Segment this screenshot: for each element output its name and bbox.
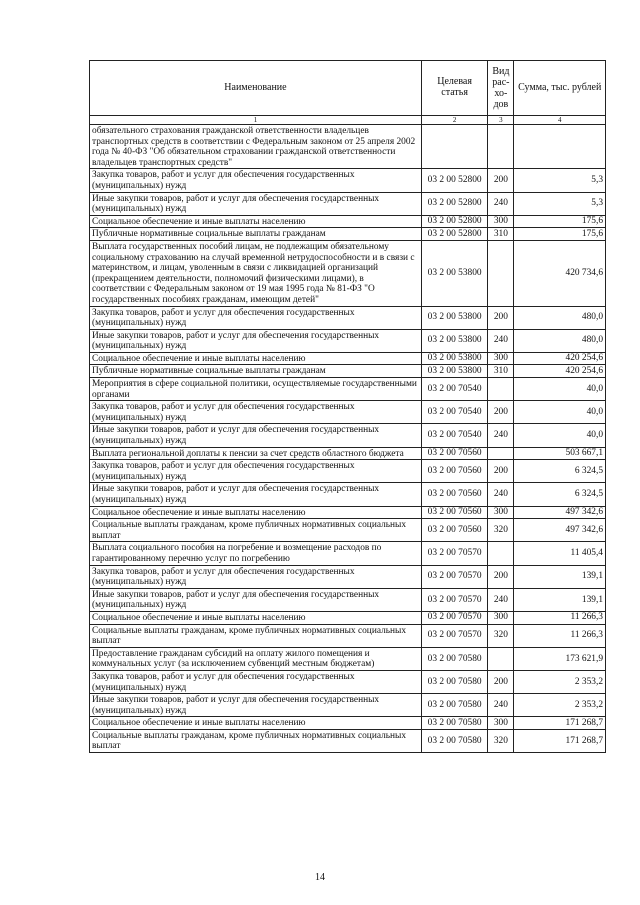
column-number: 3 xyxy=(488,116,514,125)
budget-table xyxy=(89,60,606,753)
column-number: 2 xyxy=(421,116,487,125)
row-sum: 175,6 xyxy=(514,215,606,228)
row-vid: 300 xyxy=(488,352,514,365)
row-sum: 139,1 xyxy=(514,588,606,611)
row-sum: 11 266,3 xyxy=(514,611,606,624)
row-code: 03 2 00 70580 xyxy=(421,647,487,670)
table-row xyxy=(90,483,606,506)
row-code: 03 2 00 70560 xyxy=(421,447,487,460)
row-code: 03 2 00 53800 xyxy=(421,329,487,352)
table-row xyxy=(90,460,606,483)
row-sum: 171 268,7 xyxy=(514,729,606,752)
row-name: Иные закупки товаров, работ и услуг для обеспечения государственных (муниципальных) нужд xyxy=(90,588,422,611)
row-vid: 310 xyxy=(488,365,514,378)
row-name: Социальное обеспечение и иные выплаты населению xyxy=(90,717,422,730)
row-code: 03 2 00 70580 xyxy=(421,729,487,752)
header-vid-line: хо- xyxy=(494,88,508,99)
row-code: 03 2 00 52800 xyxy=(421,215,487,228)
table-body xyxy=(90,125,606,753)
table-row xyxy=(90,519,606,542)
table-row xyxy=(90,306,606,329)
row-sum: 6 324,5 xyxy=(514,483,606,506)
table-row xyxy=(90,228,606,241)
table-row xyxy=(90,647,606,670)
row-code: 03 2 00 52800 xyxy=(421,228,487,241)
row-vid: 320 xyxy=(488,519,514,542)
row-code: 03 2 00 70560 xyxy=(421,506,487,519)
row-name: Иные закупки товаров, работ и услуг для обеспечения государственных (муниципальных) нужд xyxy=(90,694,422,717)
row-vid: 240 xyxy=(488,483,514,506)
row-sum: 11 405,4 xyxy=(514,542,606,565)
row-name: Закупка товаров, работ и услуг для обеспечения государственных (муниципальных) нужд xyxy=(90,670,422,693)
row-sum: 5,3 xyxy=(514,169,606,192)
column-number: 4 xyxy=(514,116,606,125)
row-vid: 200 xyxy=(488,565,514,588)
header-sum: Сумма, тыс. рублей xyxy=(514,61,606,116)
row-sum: 497 342,6 xyxy=(514,519,606,542)
page-number: 14 xyxy=(315,872,325,883)
row-name: Социальное обеспечение и иные выплаты населению xyxy=(90,611,422,624)
table-row xyxy=(90,215,606,228)
table-row xyxy=(90,694,606,717)
row-name: Социальные выплаты гражданам, кроме публичных нормативных социальных выплат xyxy=(90,519,422,542)
row-name: Иные закупки товаров, работ и услуг для обеспечения государственных (муниципальных) нужд xyxy=(90,424,422,447)
row-code: 03 2 00 52800 xyxy=(421,192,487,215)
row-name: Закупка товаров, работ и услуг для обеспечения государственных (муниципальных) нужд xyxy=(90,169,422,192)
table-row xyxy=(90,329,606,352)
row-vid xyxy=(488,240,514,306)
row-sum: 175,6 xyxy=(514,228,606,241)
row-vid: 200 xyxy=(488,401,514,424)
table-row xyxy=(90,192,606,215)
row-vid xyxy=(488,542,514,565)
row-code: 03 2 00 70580 xyxy=(421,717,487,730)
row-name: Выплата региональной доплаты к пенсии за счет средств областного бюджета xyxy=(90,447,422,460)
row-vid: 300 xyxy=(488,506,514,519)
table-row xyxy=(90,125,606,169)
row-vid: 240 xyxy=(488,694,514,717)
header-vid xyxy=(488,61,514,116)
row-vid: 200 xyxy=(488,169,514,192)
row-sum: 420 254,6 xyxy=(514,365,606,378)
row-code: 03 2 00 70570 xyxy=(421,624,487,647)
row-sum: 2 353,2 xyxy=(514,670,606,693)
table-row xyxy=(90,240,606,306)
row-vid: 240 xyxy=(488,424,514,447)
row-vid xyxy=(488,647,514,670)
row-name: Социальное обеспечение и иные выплаты населению xyxy=(90,352,422,365)
table-row xyxy=(90,169,606,192)
table-row xyxy=(90,670,606,693)
header-vid-line: дов xyxy=(493,99,509,110)
row-code: 03 2 00 70540 xyxy=(421,378,487,401)
row-name: Публичные нормативные социальные выплаты гражданам xyxy=(90,365,422,378)
row-name: Выплата государственных пособий лицам, не подлежащим обязательному социальному страхованию на случай временной нетрудоспособности и в связи с материнством, и лицам, уволенным в связи с ликвидацией организаций (прекращением деятельности, полномочий физическими лицами), в соответствии с Федеральным законом от 19 мая 1995 года № 81-ФЗ "О государственных пособиях гражданам, имеющим детей" xyxy=(90,240,422,306)
row-sum: 497 342,6 xyxy=(514,506,606,519)
row-code: 03 2 00 70570 xyxy=(421,611,487,624)
row-code: 03 2 00 70560 xyxy=(421,483,487,506)
row-name: Иные закупки товаров, работ и услуг для обеспечения государственных (муниципальных) нужд xyxy=(90,329,422,352)
row-vid xyxy=(488,447,514,460)
table-row xyxy=(90,565,606,588)
table-row xyxy=(90,378,606,401)
column-number-row xyxy=(90,116,606,125)
row-name: обязательного страхования гражданской ответственности владельцев транспортных средств в соответствии с Федеральным законом от 25 апреля 2002 года № 40-ФЗ "Об обязательном страховании гражданской ответственности владельцев транспортных средств" xyxy=(90,125,422,169)
row-code: 03 2 00 70540 xyxy=(421,424,487,447)
table-header-row xyxy=(90,61,606,116)
row-name: Предоставление гражданам субсидий на оплату жилого помещения и коммунальных услуг (за исключением субвенций местным бюджетам) xyxy=(90,647,422,670)
row-name: Закупка товаров, работ и услуг для обеспечения государственных (муниципальных) нужд xyxy=(90,401,422,424)
row-vid: 240 xyxy=(488,588,514,611)
header-vid-line: рас- xyxy=(492,77,510,88)
row-name: Социальное обеспечение и иные выплаты населению xyxy=(90,506,422,519)
row-vid: 300 xyxy=(488,215,514,228)
row-code: 03 2 00 70580 xyxy=(421,670,487,693)
row-sum: 173 621,9 xyxy=(514,647,606,670)
row-sum: 420 734,6 xyxy=(514,240,606,306)
row-sum: 11 266,3 xyxy=(514,624,606,647)
row-sum: 40,0 xyxy=(514,401,606,424)
row-sum: 480,0 xyxy=(514,306,606,329)
row-vid: 200 xyxy=(488,670,514,693)
row-code: 03 2 00 70570 xyxy=(421,588,487,611)
table-row xyxy=(90,401,606,424)
row-vid: 320 xyxy=(488,624,514,647)
row-name: Иные закупки товаров, работ и услуг для обеспечения государственных (муниципальных) нужд xyxy=(90,192,422,215)
row-vid: 240 xyxy=(488,192,514,215)
table-row xyxy=(90,447,606,460)
table-row xyxy=(90,611,606,624)
row-vid xyxy=(488,125,514,169)
table-row xyxy=(90,352,606,365)
table-row xyxy=(90,624,606,647)
row-sum: 503 667,1 xyxy=(514,447,606,460)
row-sum: 5,3 xyxy=(514,192,606,215)
header-code: Целевая статья xyxy=(421,61,487,116)
row-name: Закупка товаров, работ и услуг для обеспечения государственных (муниципальных) нужд xyxy=(90,565,422,588)
row-name: Социальные выплаты гражданам, кроме публичных нормативных социальных выплат xyxy=(90,729,422,752)
row-code: 03 2 00 53800 xyxy=(421,240,487,306)
table-row xyxy=(90,424,606,447)
row-name: Социальное обеспечение и иные выплаты населению xyxy=(90,215,422,228)
row-code: 03 2 00 70580 xyxy=(421,694,487,717)
row-vid: 320 xyxy=(488,729,514,752)
row-code: 03 2 00 53800 xyxy=(421,352,487,365)
row-vid: 300 xyxy=(488,717,514,730)
row-sum: 2 353,2 xyxy=(514,694,606,717)
header-vid-line: Вид xyxy=(492,66,510,77)
row-code: 03 2 00 70570 xyxy=(421,542,487,565)
row-sum: 6 324,5 xyxy=(514,460,606,483)
row-name: Выплата социального пособия на погребение и возмещение расходов по гарантированному перечню услуг по погребению xyxy=(90,542,422,565)
row-sum: 139,1 xyxy=(514,565,606,588)
column-number: 1 xyxy=(90,116,422,125)
row-sum xyxy=(514,125,606,169)
table-row xyxy=(90,729,606,752)
row-sum: 40,0 xyxy=(514,378,606,401)
row-name: Закупка товаров, работ и услуг для обеспечения государственных (муниципальных) нужд xyxy=(90,306,422,329)
row-code: 03 2 00 53800 xyxy=(421,306,487,329)
row-name: Социальные выплаты гражданам, кроме публичных нормативных социальных выплат xyxy=(90,624,422,647)
table-row xyxy=(90,717,606,730)
row-vid: 310 xyxy=(488,228,514,241)
table-row xyxy=(90,542,606,565)
row-name: Иные закупки товаров, работ и услуг для обеспечения государственных (муниципальных) нужд xyxy=(90,483,422,506)
table-row xyxy=(90,588,606,611)
row-name: Публичные нормативные социальные выплаты гражданам xyxy=(90,228,422,241)
row-name: Закупка товаров, работ и услуг для обеспечения государственных (муниципальных) нужд xyxy=(90,460,422,483)
row-code: 03 2 00 70540 xyxy=(421,401,487,424)
table-row xyxy=(90,365,606,378)
row-vid: 200 xyxy=(488,460,514,483)
row-vid xyxy=(488,378,514,401)
table-row xyxy=(90,506,606,519)
row-sum: 171 268,7 xyxy=(514,717,606,730)
row-code: 03 2 00 70560 xyxy=(421,519,487,542)
row-code xyxy=(421,125,487,169)
row-vid: 200 xyxy=(488,306,514,329)
row-name: Мероприятия в сфере социальной политики, осуществляемые государственными органами xyxy=(90,378,422,401)
row-sum: 40,0 xyxy=(514,424,606,447)
row-code: 03 2 00 53800 xyxy=(421,365,487,378)
row-vid: 240 xyxy=(488,329,514,352)
row-vid: 300 xyxy=(488,611,514,624)
header-name: Наименование xyxy=(90,61,422,116)
row-sum: 480,0 xyxy=(514,329,606,352)
row-sum: 420 254,6 xyxy=(514,352,606,365)
row-code: 03 2 00 52800 xyxy=(421,169,487,192)
row-code: 03 2 00 70560 xyxy=(421,460,487,483)
row-code: 03 2 00 70570 xyxy=(421,565,487,588)
